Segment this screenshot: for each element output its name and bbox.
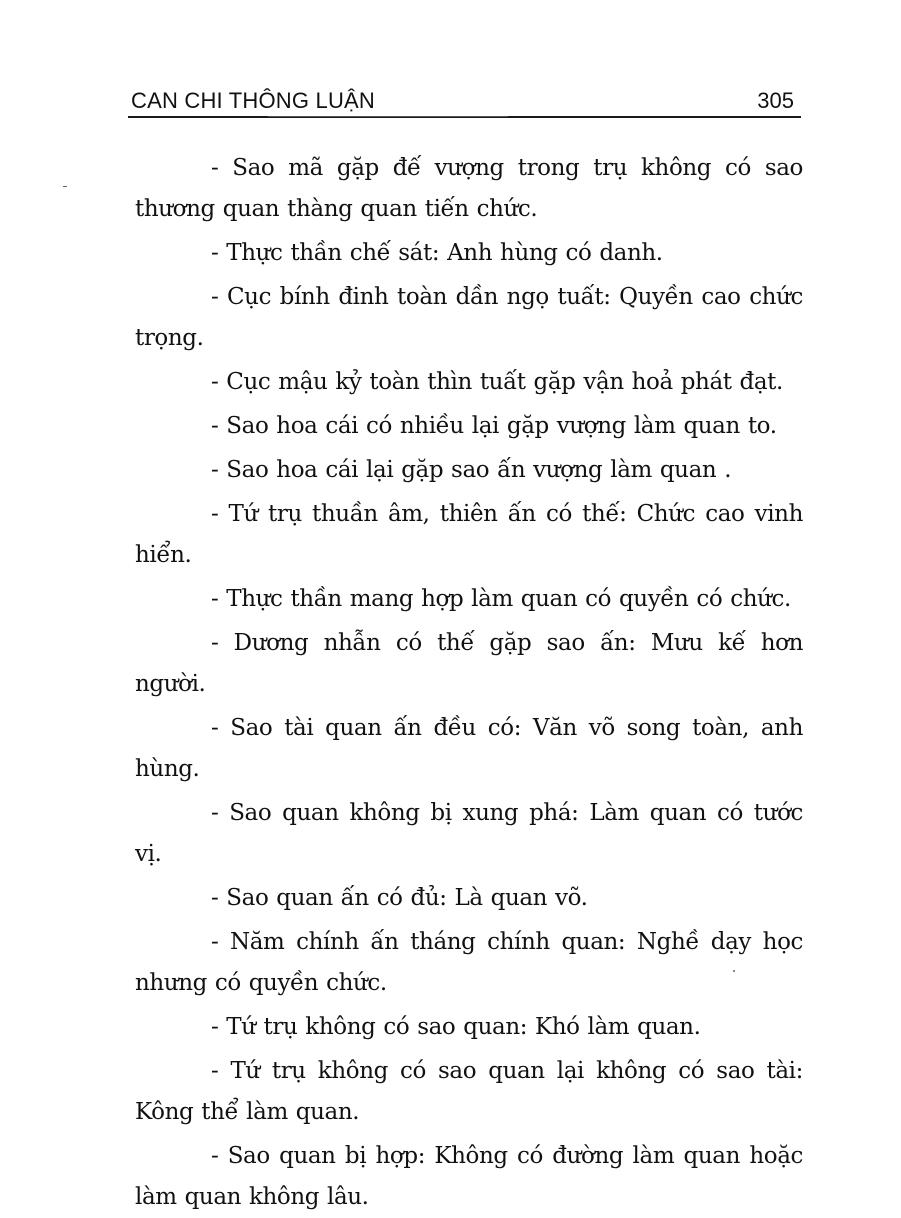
scan-artifact-mark xyxy=(63,186,67,187)
page-header xyxy=(128,86,800,116)
page-number: 305 xyxy=(757,88,794,113)
paragraph: - Sao quan ấn có đủ: Là quan võ. xyxy=(211,885,588,911)
paragraph: - Sao mã gặp đế vượng trong trụ không có sao thương quan thàng quan tiến chức. xyxy=(135,155,803,222)
paragraph: - Tứ trụ không có sao quan lại không có sao tài: Kông thể làm quan. xyxy=(135,1058,803,1125)
paragraph: - Tứ trụ thuần âm, thiên ấn có thế: Chức cao vinh hiển. xyxy=(135,501,803,568)
header-rule-thin-segment xyxy=(268,116,508,117)
running-title: CAN CHI THÔNG LUẬN xyxy=(131,88,375,113)
paragraph: - Sao hoa cái có nhiều lại gặp vượng làm quan to. xyxy=(211,413,777,439)
paragraph: - Dương nhẫn có thế gặp sao ấn: Mưu kế hơn người. xyxy=(135,630,803,697)
paragraph: - Tứ trụ không có sao quan: Khó làm quan. xyxy=(211,1014,701,1040)
paragraph: - Cục mậu kỷ toàn thìn tuất gặp vận hoả phát đạt. xyxy=(211,369,783,395)
paragraph: - Thực thần chế sát: Anh hùng có danh. xyxy=(211,240,663,266)
paragraph: - Sao hoa cái lại gặp sao ấn vượng làm quan . xyxy=(211,457,732,483)
body-text xyxy=(135,148,803,1218)
paragraph: - Cục bính đinh toàn dần ngọ tuất: Quyền cao chức trọng. xyxy=(135,284,803,351)
header-rule xyxy=(128,116,801,118)
paragraph: - Năm chính ấn tháng chính quan: Nghề dạy học nhưng có quyền chức. xyxy=(135,929,803,996)
paragraph: - Sao quan bị hợp: Không có đường làm quan hoặc làm quan không lâu. xyxy=(135,1143,803,1210)
paragraph: - Sao tài quan ấn đều có: Văn võ song toàn, anh hùng. xyxy=(135,715,803,782)
paragraph: - Thực thần mang hợp làm quan có quyền có chức. xyxy=(211,586,791,612)
paragraph: - Sao quan không bị xung phá: Làm quan có tước vị. xyxy=(135,800,803,867)
